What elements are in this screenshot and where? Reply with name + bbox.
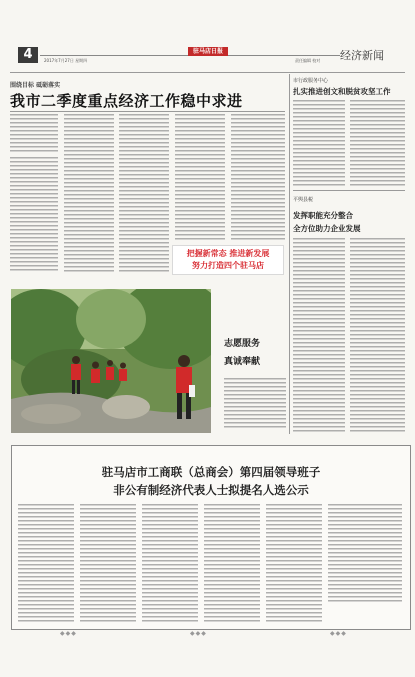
- section-title: 经济新闻: [340, 49, 384, 62]
- page-number: 4: [18, 47, 38, 63]
- slogan-banner: [172, 245, 284, 275]
- header-editor: 责任编辑 校对: [295, 58, 321, 63]
- notice-col-5: [266, 504, 322, 622]
- main-story-kicker: 围绕目标 砥砺落实: [10, 82, 61, 89]
- story-body-col5: [231, 114, 285, 242]
- notice-col-2: [80, 504, 136, 622]
- right-story2-kicker: 平舆县税: [293, 197, 314, 203]
- notice-title-line-1: 驻马店市工商联（总商会）第四届领导班子: [101, 465, 321, 479]
- photo-caption-line-2: 真诚奉献: [224, 357, 261, 367]
- right-story1-body-a: [293, 100, 345, 186]
- footer-ornament-right: ◆◆◆: [330, 630, 347, 637]
- story-body-col3: [119, 114, 169, 273]
- notice-col-3: [142, 504, 198, 622]
- story-body-intro: [10, 114, 58, 154]
- masthead-logo: 驻马店日报: [188, 47, 228, 56]
- main-story-headline: 我市二季度重点经济工作稳中求进: [10, 92, 243, 110]
- volunteer-photo: [11, 289, 211, 433]
- story-body-col4: [175, 114, 225, 242]
- header-date: 2017年7月27日 星期四: [44, 58, 88, 63]
- notice-col-6: [328, 504, 402, 604]
- footer-ornament-left: ◆◆◆: [60, 630, 77, 637]
- right-story2-title-1: 发挥职能充分整合: [293, 211, 353, 220]
- notice-col-1: [18, 504, 74, 622]
- column-divider: [289, 74, 290, 434]
- notice-col-4: [204, 504, 260, 622]
- right-story2-body-b: [350, 238, 405, 434]
- photo-caption: [224, 335, 260, 371]
- header-bottom-rule: [10, 72, 405, 73]
- banner-line-1: 把握新常态 推进新发展: [186, 249, 270, 258]
- notice-title-line-2: 非公有制经济代表人士拟提名人选公示: [113, 483, 309, 497]
- footer-ornament-center: ◆◆◆: [190, 630, 207, 637]
- photo-caption-line-1: 志愿服务: [224, 339, 261, 349]
- public-notice: [11, 445, 411, 630]
- right-story1-title: 扎实推进创文和脱贫攻坚工作: [293, 87, 391, 96]
- right-story1-kicker: 市行政服务中心: [293, 78, 329, 84]
- right-story2-title-2: 全方位助力企业发展: [293, 224, 361, 233]
- photo-caption-text: [224, 378, 286, 430]
- right-story1-body-b: [350, 100, 405, 186]
- story-body-col2: [64, 114, 114, 273]
- headline-rule: [10, 111, 285, 112]
- right-story2-body-a: [293, 238, 345, 434]
- banner-line-2: 努力打造四个驻马店: [192, 261, 264, 270]
- right-story-separator: [293, 190, 405, 191]
- story-body-col1: [10, 157, 58, 273]
